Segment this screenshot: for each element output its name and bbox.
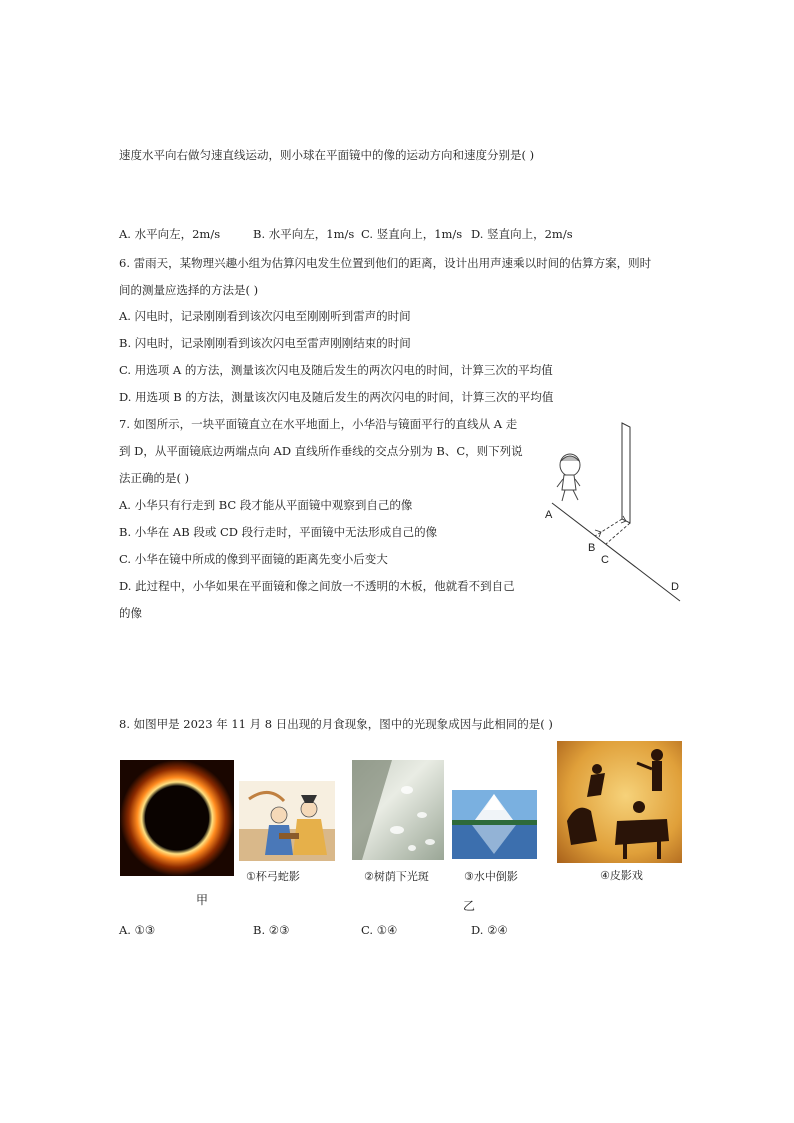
q5-option-d: D. 竖直向上，2m/s [471,227,573,241]
caption-1: ①杯弓蛇影 [246,870,300,883]
mirror [622,423,630,523]
girl-figure-icon [557,454,580,501]
q7-option-d-continued: 的像 [119,606,142,620]
q7-option-d: D. 此过程中，小华如果在平面镜和像之间放一不透明的木板，他就看不到自己 [119,579,515,593]
q5-option-b: B. 水平向左，1m/s [253,227,355,241]
q5-option-c: C. 竖直向上，1m/s [361,227,463,241]
label-yi: 乙 [463,899,476,913]
eclipse-image [120,760,234,876]
point-c-label: C [601,554,609,566]
water-reflection-image [452,790,537,859]
caption-4: ④皮影戏 [600,869,643,882]
perp-line-c [606,523,630,544]
point-d-label: D [671,581,679,593]
q7-option-a: A. 小华只有行走到 BC 段才能从平面镜中观察到自己的像 [119,498,413,512]
q8-option-a: A. ①③ [119,923,156,937]
mirror-diagram [540,415,690,610]
caption-2: ②树荫下光斑 [364,870,429,883]
caption-3: ③水中倒影 [464,870,518,883]
q6-option-a: A. 闪电时，记录刚刚看到该次闪电至刚刚听到雷声的时间 [119,309,411,323]
q8-option-b: B. ②③ [253,923,290,937]
q6-option-d: D. 用选项 B 的方法，测量该次闪电及随后发生的两次闪电的时间，计算三次的平均值 [119,390,554,404]
q7-stem-line2: 到 D，从平面镜底边两端点向 AD 直线所作垂线的交点分别为 B、C，则下列说 [119,444,523,458]
q8-option-c: C. ①④ [361,923,398,937]
shadow-puppet-image [557,741,682,863]
q5-stem-tail: 速度水平向右做匀速直线运动，则小球在平面镜中的像的运动方向和速度分别是( ) [119,148,535,162]
q7-option-c: C. 小华在镜中所成的像到平面镜的距离先变小后变大 [119,552,388,566]
point-b-label: B [588,542,596,554]
tree-shade-spots-image [352,760,444,860]
q8-option-d: D. ②④ [471,923,508,937]
q8-stem: 8. 如图甲是 2023 年 11 月 8 日出现的月食现象，图中的光现象成因与此相同的是( ) [119,717,553,731]
cup-bow-snake-image [239,781,335,861]
q5-option-a: A. 水平向左，2m/s [119,227,221,241]
q6-option-c: C. 用选项 A 的方法，测量该次闪电及随后发生的两次闪电的时间，计算三次的平均值 [119,363,553,377]
q7-stem-line3: 法正确的是( ) [119,471,190,485]
q6-option-b: B. 闪电时，记录刚刚看到该次闪电至雷声刚刚结束的时间 [119,336,411,350]
q7-stem-line1: 7. 如图所示，一块平面镜直立在水平地面上，小华沿与镜面平行的直线从 A 走 [119,417,518,431]
q7-option-b: B. 小华在 AB 段或 CD 段行走时，平面镜中无法形成自己的像 [119,525,438,539]
path-line-ad [552,503,680,601]
q6-stem-line2: 间的测量应选择的方法是( ) [119,283,259,297]
point-a-label: A [545,509,553,521]
label-jia: 甲 [196,893,209,907]
q6-stem-line1: 6. 雷雨天，某物理兴趣小组为估算闪电发生位置到他们的距离，设计出用声速乘以时间的估算方案，则时 [119,256,652,270]
